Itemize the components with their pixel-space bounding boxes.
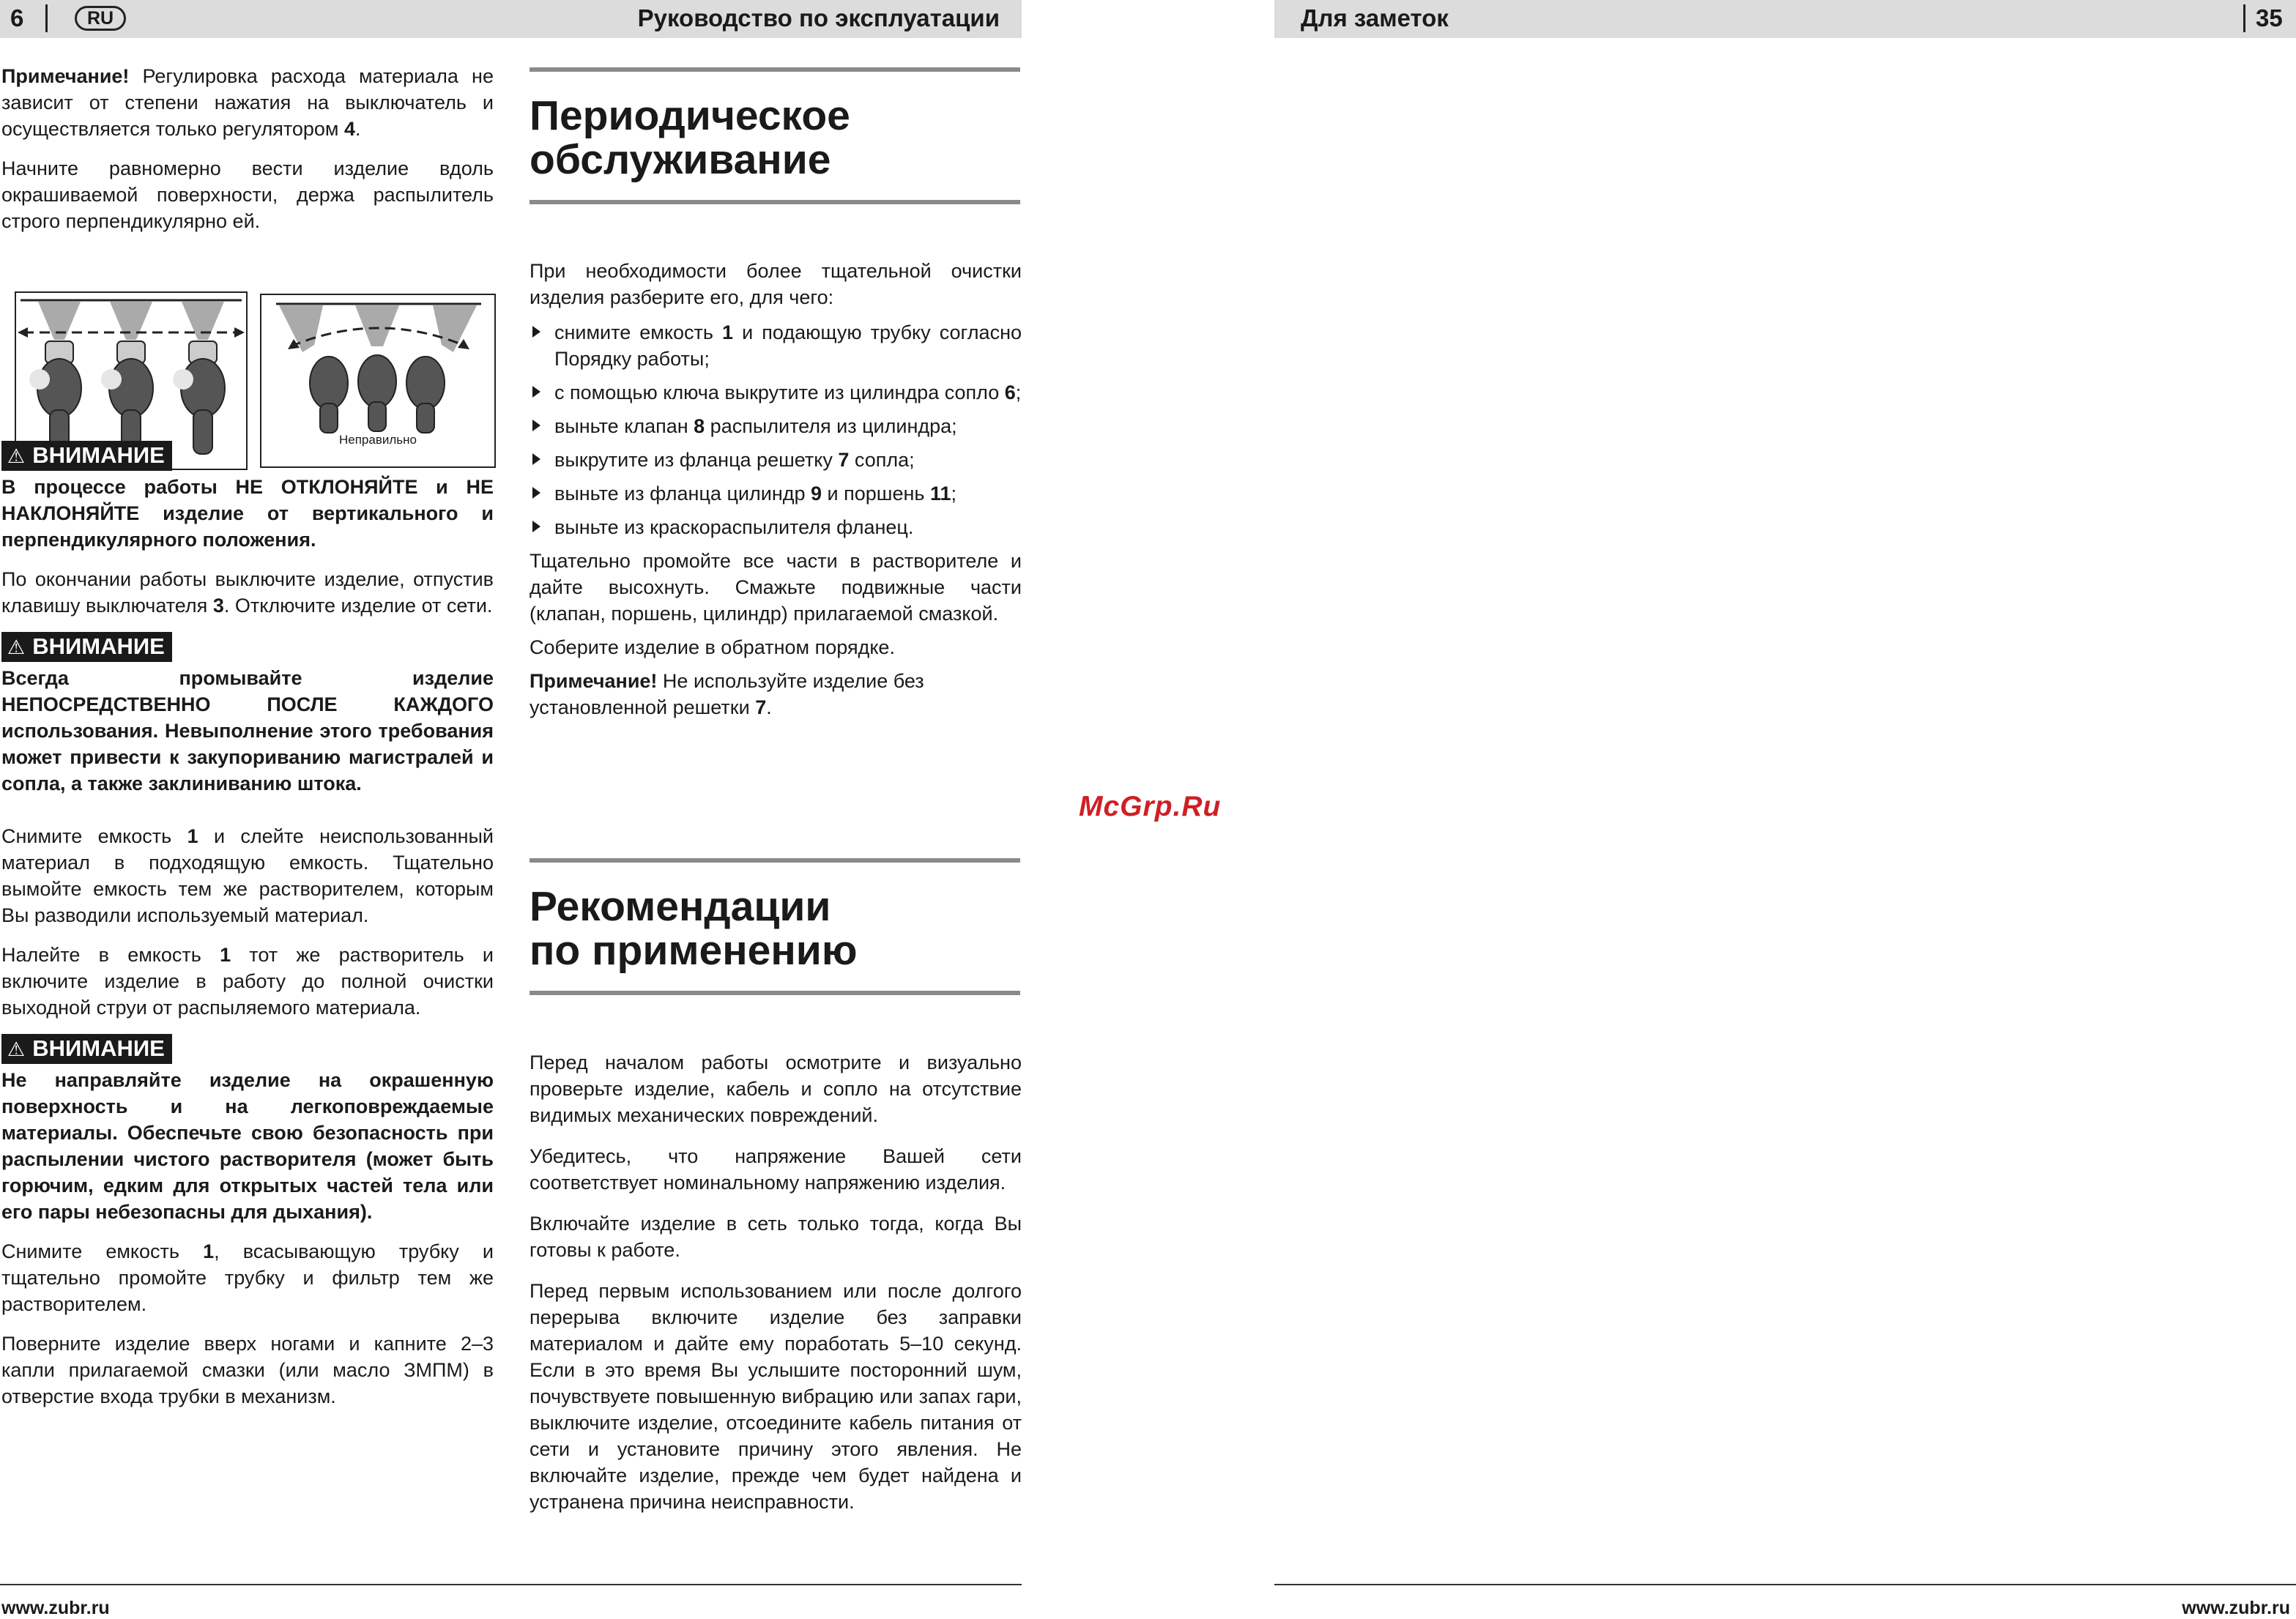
warning-triangle-icon: ⚠ xyxy=(7,636,26,658)
warning-badge: ⚠ ВНИМАНИЕ xyxy=(1,632,172,662)
left-footer-url[interactable]: www.zubr.ru xyxy=(1,1598,110,1618)
rec-paragraph-1: Перед началом работы осмотрите и визуально проверьте изделие, кабель и сопло на отсутствие видимых механических повреждений. xyxy=(530,1052,1022,1126)
left-page-number: 6 xyxy=(10,4,24,31)
right-header-bar xyxy=(1274,0,2296,38)
right-footer-url[interactable]: www.zubr.ru xyxy=(2182,1598,2290,1618)
watermark: McGrp.Ru xyxy=(1079,791,1222,822)
list-item: выкрутите из фланца решетку 7 сопла; xyxy=(530,447,1022,473)
grid-note-paragraph: Примечание! Не используйте изделие без установленной решетки 7. xyxy=(530,670,924,718)
rec-paragraph-2: Убедитесь, что напряжение Вашей сети соответствует номинальному напряжению изделия. xyxy=(530,1145,1022,1194)
list-item: выньте из фланца цилиндр 9 и поршень 11; xyxy=(530,480,1022,507)
heading-rule-bottom xyxy=(530,991,1020,995)
maintenance-intro: При необходимости более тщательной очистки изделия разберите его, для чего: xyxy=(530,260,1022,308)
figure-wrong-caption: Неправильно xyxy=(339,433,417,447)
right-header-title: Для заметок xyxy=(1301,4,1449,31)
header-divider xyxy=(45,4,48,32)
lubricate-paragraph: Поверните изделие вверх ногами и капните 2–3 капли прилагаемой смазки (или масло ЗМПМ) в отверстие входа трубки в механизм. xyxy=(1,1333,494,1407)
list-item: снимите емкость 1 и подающую трубку согласно Порядку работы; xyxy=(530,319,1022,372)
list-item: выньте клапан 8 распылителя из цилиндра; xyxy=(530,413,1022,439)
list-item: с помощью ключа выкрутите из цилиндра сопло 6; xyxy=(530,379,1022,406)
left-column-top xyxy=(1,63,494,247)
spray-wrong-illustration xyxy=(261,295,494,442)
section-heading-recommendations: Рекомендации по применению xyxy=(530,883,858,974)
disassembly-steps-list xyxy=(530,319,1022,540)
recommendations-section xyxy=(530,1049,1022,1528)
heading-rule-top xyxy=(530,67,1020,72)
spray-paragraph: Начните равномерно вести изделие вдоль окрашиваемой поверхности, держа распылитель строго перпендикулярно ей. xyxy=(1,157,494,232)
wash-tube-paragraph: Снимите емкость 1, всасывающую трубку и тщательно промойте трубку и фильтр тем же растворителем. xyxy=(1,1240,494,1315)
heading-rule-top xyxy=(530,858,1020,863)
assemble-paragraph: Соберите изделие в обратном порядке. xyxy=(530,636,895,658)
right-footer-rule xyxy=(1274,1584,2296,1585)
list-item: выньте из краскораспылителя фланец. xyxy=(530,514,1022,540)
right-page-number: 35 xyxy=(2256,4,2283,31)
left-header-title: Руководство по эксплуатации xyxy=(637,4,1000,31)
remove-container-paragraph: Снимите емкость 1 и слейте неиспользованный материал в подходящую емкость. Тщательно вымойте емкость тем же растворителем, которым Вы разводили используемый материал. xyxy=(1,825,494,926)
switch-off-paragraph: По окончании работы выключите изделие, отпустив клавишу выключателя 3. Отключите изделие от сети. xyxy=(1,568,494,617)
header-divider xyxy=(2243,4,2245,32)
note-paragraph: Примечание! Регулировка расхода материала не зависит от степени нажатия на выключатель и осуществляется только регулятором 4. xyxy=(1,65,494,140)
warning-text-2: Всегда промывайте изделие НЕПОСРЕДСТВЕННО ПОСЛЕ КАЖДОГО использования. Невыполнение этого требования может привести к закупориванию магистралей и сопла, а также заклиниванию штока. xyxy=(1,667,494,794)
warning-triangle-icon: ⚠ xyxy=(7,1038,26,1060)
warning-badge: ⚠ ВНИМАНИЕ xyxy=(1,1034,172,1064)
warning-badge: ⚠ ВНИМАНИЕ xyxy=(1,441,172,471)
warning-text-1: В процессе работы НЕ ОТКЛОНЯЙТЕ и НЕ НАКЛОНЯЙТЕ изделие от вертикального и перпендикулярного положения. xyxy=(1,476,494,551)
wash-parts-paragraph: Тщательно промойте все части в растворителе и дайте высохнуть. Смажьте подвижные части (клапан, поршень, цилиндр) прилагаемой смазкой. xyxy=(530,550,1022,625)
pour-solvent-paragraph: Налейте в емкость 1 тот же растворитель и включите изделие в работу до полной очистки выходной струи от распыляемого материала. xyxy=(1,944,494,1019)
rec-paragraph-3: Включайте изделие в сеть только тогда, когда Вы готовы к работе. xyxy=(530,1213,1022,1261)
rec-paragraph-4: Перед первым использованием или после долгого перерыва включите изделие без заправки материалом и дайте ему поработать 5–10 секунд. Если в это время Вы услышите посторонний шум, почувствуете повышенную вибрацию или запах гари, выключите изделие, отсоедините кабель питания от сети и установите причину этого явления. Не включайте изделие, прежде чем будет найдена и устранена причина неисправности. xyxy=(530,1280,1022,1513)
left-footer-rule xyxy=(0,1584,1022,1585)
left-header-bar xyxy=(0,0,1022,38)
maintenance-section xyxy=(530,258,1022,734)
section-heading-maintenance: Периодическое обслуживание xyxy=(530,92,850,183)
warning-text-3: Не направляйте изделие на окрашенную поверхность и на легкоповреждаемые материалы. Обеспечьте свою безопасность при распылении чистого растворителя (может быть горючим, едким для открытых частей тела или его пары небезопасны для дыхания). xyxy=(1,1069,494,1223)
warning-triangle-icon: ⚠ xyxy=(7,445,26,467)
language-badge: RU xyxy=(75,6,126,31)
left-column-main xyxy=(1,441,494,1423)
heading-rule-bottom xyxy=(530,200,1020,204)
